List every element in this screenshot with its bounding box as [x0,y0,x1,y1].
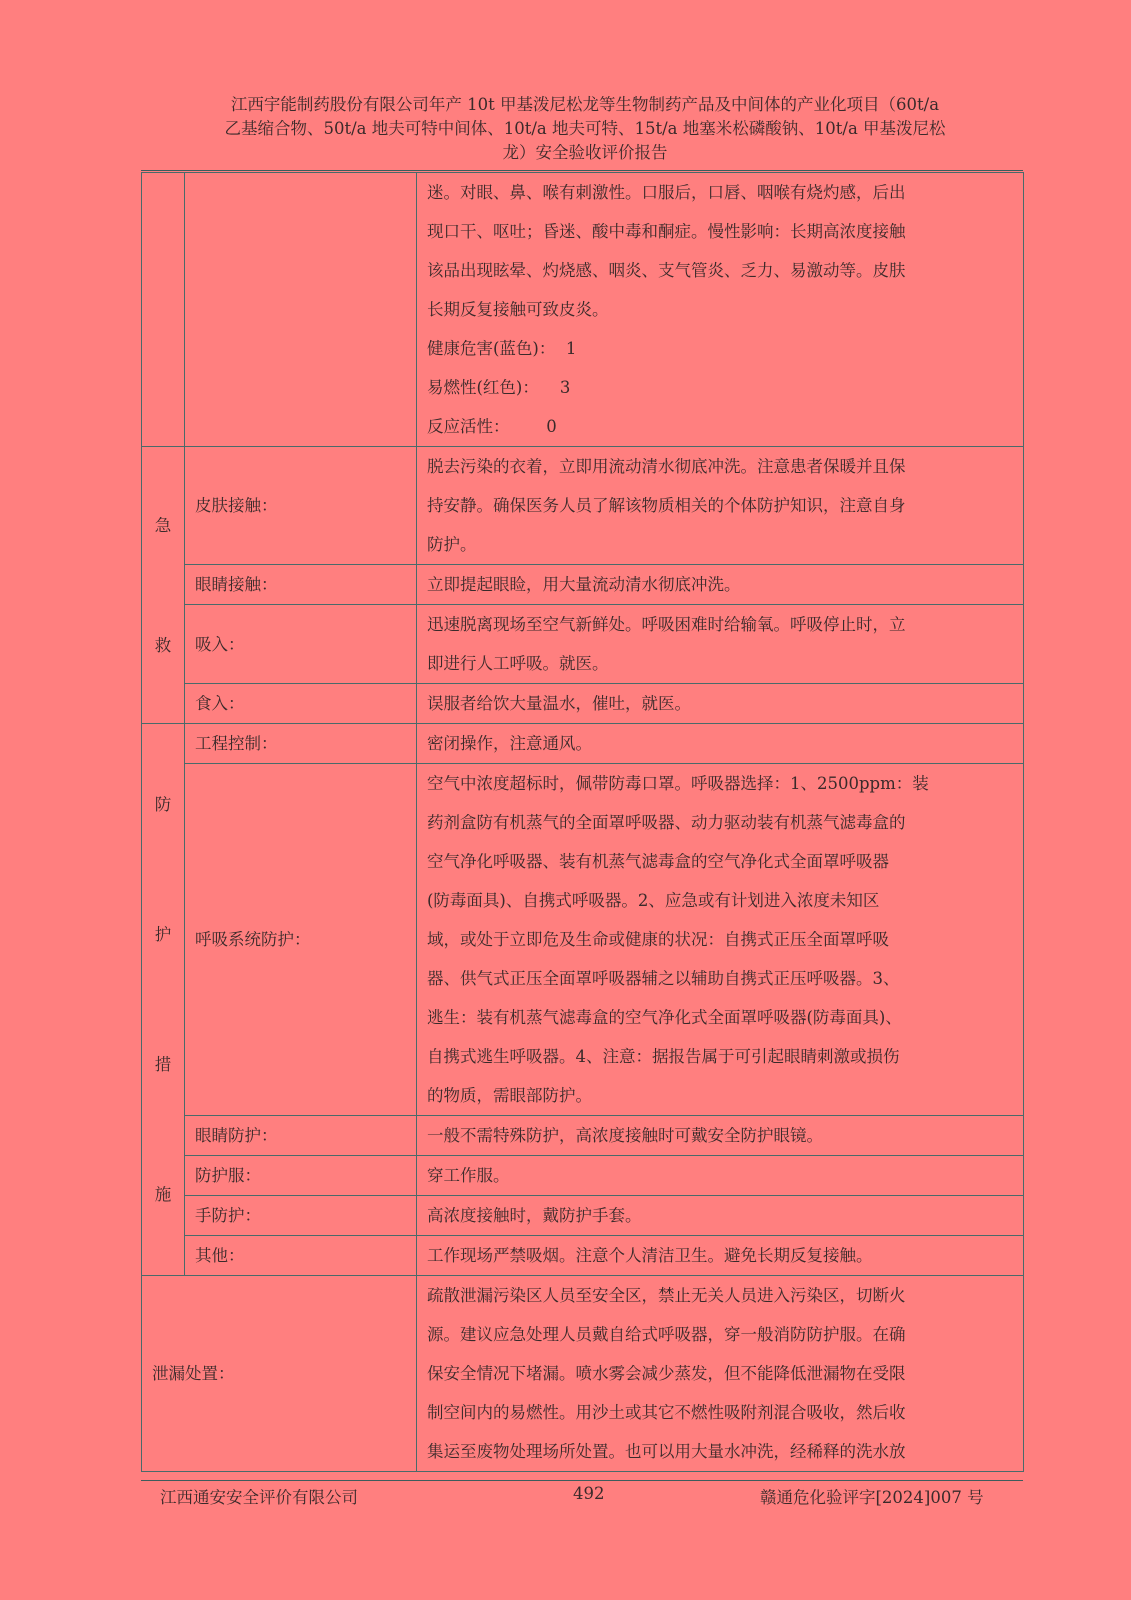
content-line: 长期反复接触可致皮炎。 [427,300,609,319]
health-section-cell [142,173,185,447]
document-header [150,93,1020,165]
content-line: 源。建议应急处理人员戴自给式呼吸器，穿一般消防防护服。在确 [427,1325,906,1344]
row-content [417,447,1024,565]
protection-row-engineering [142,724,1024,764]
content-line: 疏散泄漏污染区人员至安全区，禁止无关人员进入污染区，切断火 [427,1286,906,1305]
row-content [417,724,1024,764]
row-label: 手防护： [185,1196,417,1236]
leak-row [142,1276,1024,1472]
content-line: 制空间内的易燃性。用沙土或其它不燃性吸附剂混合吸收，然后收 [427,1403,906,1422]
content-line: 自携式逃生呼吸器。4、注意：据报告属于可引起眼睛刺激或损伤 [427,1047,900,1066]
header-line-1: 江西宇能制药股份有限公司年产 10t 甲基泼尼松龙等生物制药产品及中间体的产业化项目（60t/a [230,95,940,114]
content-line: 集运至废物处理场所处置。也可以用大量水冲洗，经稀释的洗水放 [427,1442,906,1461]
row-content [417,1116,1024,1156]
health-hazard-row [142,173,1024,447]
msds-table [141,172,1024,1472]
row-label: 其他： [185,1236,417,1276]
row-label: 吸入： [185,605,417,684]
content-line: 的物质，需眼部防护。 [427,1086,592,1105]
content-line: 工作现场严禁吸烟。注意个人清洁卫生。避免长期反复接触。 [427,1246,873,1265]
section-char: 急 [154,515,172,535]
flammability-rating: 易燃性(红色)： 3 [427,378,571,397]
leak-label-cell: 泄漏处置： [142,1276,417,1472]
row-content [417,764,1024,1116]
content-line: 高浓度接触时，戴防护手套。 [427,1206,642,1225]
section-char: 护 [154,925,172,944]
content-line: 器、供气式正压全面罩呼吸器辅之以辅助自携式正压呼吸器。3、 [427,969,900,988]
page-number: 492 [573,1484,605,1503]
protection-row-other [142,1236,1024,1276]
footer-rule [141,1480,1023,1481]
section-char: 防 [154,795,172,814]
content-line: 迅速脱离现场至空气新鲜处。呼吸困难时给输氧。呼吸停止时，立 [427,615,906,634]
content-line: 保安全情况下堵漏。喷水雾会减少蒸发，但不能降低泄漏物在受限 [427,1364,906,1383]
health-content-cell [417,173,1024,447]
first-aid-row-skin [142,447,1024,565]
protection-row-clothing [142,1156,1024,1196]
header-rule [141,170,1023,171]
section-char: 措 [154,1055,172,1074]
row-label: 眼睛接触： [185,565,417,605]
protection-row-hand [142,1196,1024,1236]
content-line: 药剂盒防有机蒸气的全面罩呼吸器、动力驱动装有机蒸气滤毒盒的 [427,813,906,832]
section-char: 救 [154,635,172,655]
document-number: 赣通危化验评字[2024]007 号 [760,1488,984,1507]
protection-row-eye [142,1116,1024,1156]
content-line: 逃生：装有机蒸气滤毒盒的空气净化式全面罩呼吸器(防毒面具)、 [427,1008,902,1027]
row-label: 眼睛防护： [185,1116,417,1156]
content-line: 空气净化呼吸器、装有机蒸气滤毒盒的空气净化式全面罩呼吸器 [427,852,889,871]
row-content [417,684,1024,724]
header-line-3: 龙）安全验收评价报告 [502,143,668,162]
content-line: (防毒面具)、自携式呼吸器。2、应急或有计划进入浓度未知区 [427,891,880,910]
content-line: 空气中浓度超标时，佩带防毒口罩。呼吸器选择：1、2500ppm：装 [427,774,929,793]
content-line: 密闭操作，注意通风。 [427,734,592,753]
content-line: 立即提起眼睑，用大量流动清水彻底冲洗。 [427,575,741,594]
first-aid-row-eye [142,565,1024,605]
first-aid-section-cell [142,447,185,724]
section-char: 施 [154,1185,172,1204]
content-line: 域，或处于立即危及生命或健康的状况：自携式正压全面罩呼吸 [427,930,889,949]
content-line: 现口干、呕吐；昏迷、酸中毒和酮症。慢性影响：长期高浓度接触 [427,222,906,241]
content-line: 即进行人工呼吸。就医。 [427,654,609,673]
protection-section-cell [142,724,185,1276]
leak-content-cell [417,1276,1024,1472]
header-line-2: 乙基缩合物、50t/a 地夫可特中间体、10t/a 地夫可特、15t/a 地塞米松磷酸钠、10t/a 甲基泼尼松 [224,119,946,138]
content-line: 迷。对眼、鼻、喉有刺激性。口服后，口唇、咽喉有烧灼感，后出 [427,183,906,202]
content-line: 脱去污染的衣着，立即用流动清水彻底冲洗。注意患者保暖并且保 [427,457,906,476]
row-label: 皮肤接触： [185,447,417,565]
health-hazard-rating: 健康危害(蓝色)： 1 [427,339,577,358]
content-line: 持安静。确保医务人员了解该物质相关的个体防护知识，注意自身 [427,496,906,515]
first-aid-row-ingestion [142,684,1024,724]
content-line: 一般不需特殊防护，高浓度接触时可戴安全防护眼镜。 [427,1126,823,1145]
content-line: 防护。 [427,535,477,554]
first-aid-row-inhalation [142,605,1024,684]
row-label: 呼吸系统防护： [185,764,417,1116]
row-content [417,565,1024,605]
protection-row-respiratory [142,764,1024,1116]
row-label: 工程控制： [185,724,417,764]
content-line: 该品出现眩晕、灼烧感、咽炎、支气管炎、乏力、易激动等。皮肤 [427,261,906,280]
row-content [417,605,1024,684]
content-line: 穿工作服。 [427,1166,510,1185]
row-content [417,1196,1024,1236]
footer-company: 江西通安安全评价有限公司 [160,1488,358,1507]
health-label-cell [185,173,417,447]
row-content [417,1236,1024,1276]
row-content [417,1156,1024,1196]
row-label: 食入： [185,684,417,724]
content-line: 误服者给饮大量温水，催吐，就医。 [427,694,691,713]
row-label: 防护服： [185,1156,417,1196]
reactivity-rating: 反应活性： 0 [427,417,557,436]
